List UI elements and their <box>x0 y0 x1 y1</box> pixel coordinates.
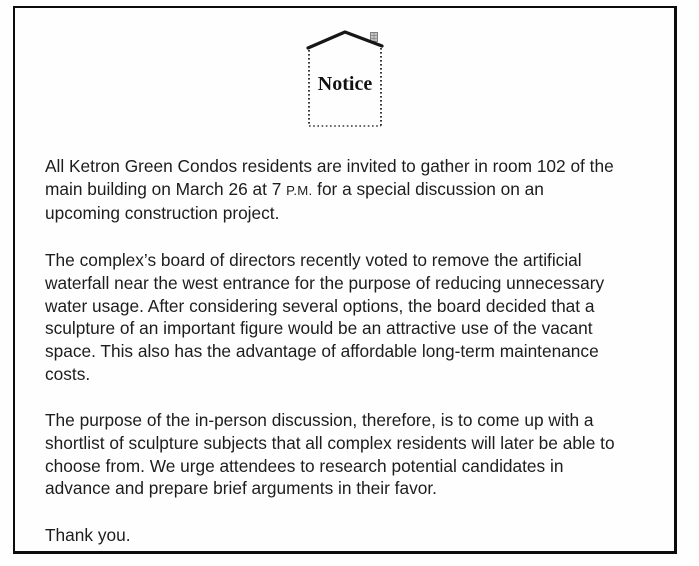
text-line: costs. <box>45 363 91 384</box>
time-smallcaps: P.M. <box>286 182 313 198</box>
paragraph-background <box>45 249 670 385</box>
text-line: All Ketron Green Condos residents are invited to gather in room 102 of the <box>45 156 614 176</box>
notice-label: Notice <box>317 73 372 95</box>
text-line <box>45 178 670 203</box>
text-line: The purpose of the in-person discussion, therefore, is to come up with a <box>45 410 594 431</box>
notice-body-text <box>45 155 670 547</box>
text-line: space. This also has the advantage of affordable long-term maintenance <box>45 340 599 361</box>
text-line: water usage. After considering several options, the board decided that a <box>45 295 595 316</box>
paragraph-invitation <box>45 155 670 225</box>
text-line: upcoming construction project. <box>45 203 280 224</box>
chimney-icon <box>370 33 377 42</box>
text-segment: for a special discussion on an <box>312 178 544 199</box>
text-line: sculpture of an important figure would be an attractive use of the vacant <box>45 318 593 339</box>
text-line: The complex’s board of directors recently voted to remove the artificial <box>45 250 582 271</box>
text-line: shortlist of sculpture subjects that all complex residents will later be able to <box>45 433 615 454</box>
paragraph-purpose <box>45 409 670 500</box>
text-line: choose from. We urge attendees to research potential candidates in <box>45 455 564 476</box>
text-line: advance and prepare brief arguments in their favor. <box>45 478 437 499</box>
notice-border-frame <box>13 6 677 554</box>
text-segment: main building on March 26 at 7 <box>45 178 287 199</box>
text-line: waterfall near the west entrance for the purpose of reducing unnecessary <box>45 272 605 293</box>
notice-house-icon <box>306 28 384 130</box>
closing-line: Thank you. <box>45 525 131 546</box>
